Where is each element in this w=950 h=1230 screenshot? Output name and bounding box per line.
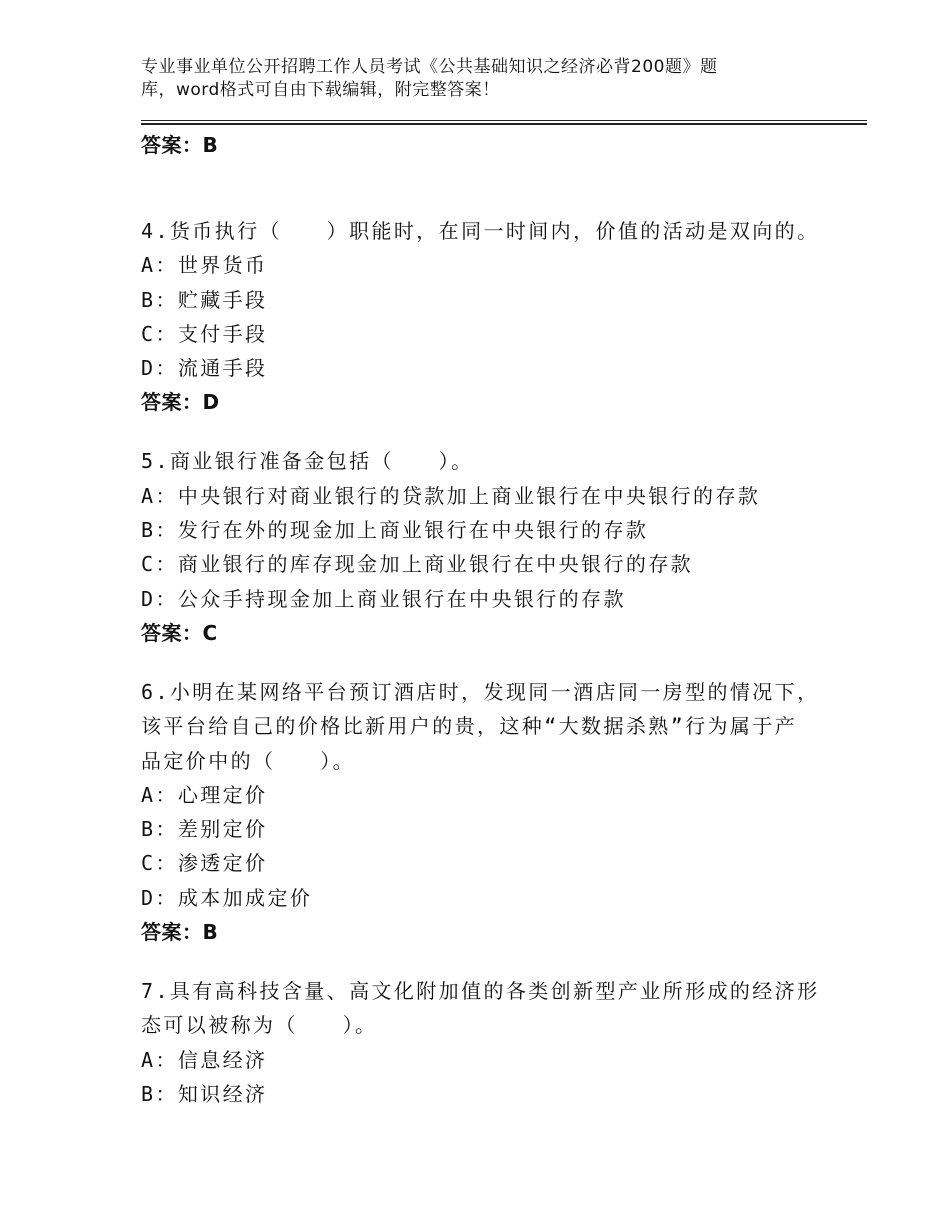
option-a: A：世界货币	[141, 253, 268, 278]
option-a: A：心理定价	[141, 782, 268, 807]
option-d: D：流通手段	[141, 356, 268, 381]
header-line-2: 库，word格式可自由下载编辑，附完整答案！	[141, 80, 500, 100]
answer-line: 答案：B	[141, 133, 219, 157]
question-stem-line-2: 态可以被称为（ ）。	[141, 1013, 378, 1038]
question-stem-line-1: 7.具有高科技含量、高文化附加值的各类创新型产业所形成的经济形	[141, 979, 820, 1004]
answer-line: 答案：D	[141, 390, 220, 415]
option-b: B：知识经济	[141, 1081, 268, 1106]
option-b: B：贮藏手段	[141, 287, 268, 312]
question-item	[141, 974, 821, 1111]
header-divider-thick	[141, 123, 867, 125]
option-b: B：发行在外的现金加上商业银行在中央银行的存款	[141, 518, 649, 543]
document-header	[141, 56, 781, 102]
question-stem-line-1: 6.小明在某网络平台预订酒店时，发现同一酒店同一房型的情况下，	[141, 679, 820, 704]
question-list	[141, 128, 821, 1111]
question-item	[141, 214, 821, 419]
header-divider-thin	[141, 120, 867, 121]
option-c: C：商业银行的库存现金加上商业银行在中央银行的存款	[141, 552, 694, 577]
header-line-1: 专业事业单位公开招聘工作人员考试《公共基础知识之经济必背200题》题	[141, 57, 718, 77]
option-a: A：信息经济	[141, 1047, 268, 1072]
option-b: B：差别定价	[141, 817, 268, 842]
option-d: D：公众手持现金加上商业银行在中央银行的存款	[141, 586, 626, 611]
question-stem: 5.商业银行准备金包括（ ）。	[141, 449, 474, 474]
answer-line: 答案：B	[141, 920, 219, 945]
question-item	[141, 675, 821, 949]
question-item	[141, 444, 821, 649]
question-stem-line-3: 品定价中的（ ）。	[141, 748, 355, 773]
option-d: D：成本加成定价	[141, 885, 313, 910]
option-c: C：支付手段	[141, 321, 268, 346]
option-a: A：中央银行对商业银行的贷款加上商业银行在中央银行的存款	[141, 483, 761, 508]
question-stem: 4.货币执行（ ）职能时，在同一时间内，价值的活动是双向的。	[141, 219, 820, 243]
question-stem-line-2: 该平台给自己的价格比新用户的贵，这种“大数据杀熟”行为属于产	[141, 714, 798, 739]
answer-line: 答案：C	[141, 620, 218, 645]
option-c: C：渗透定价	[141, 851, 268, 876]
